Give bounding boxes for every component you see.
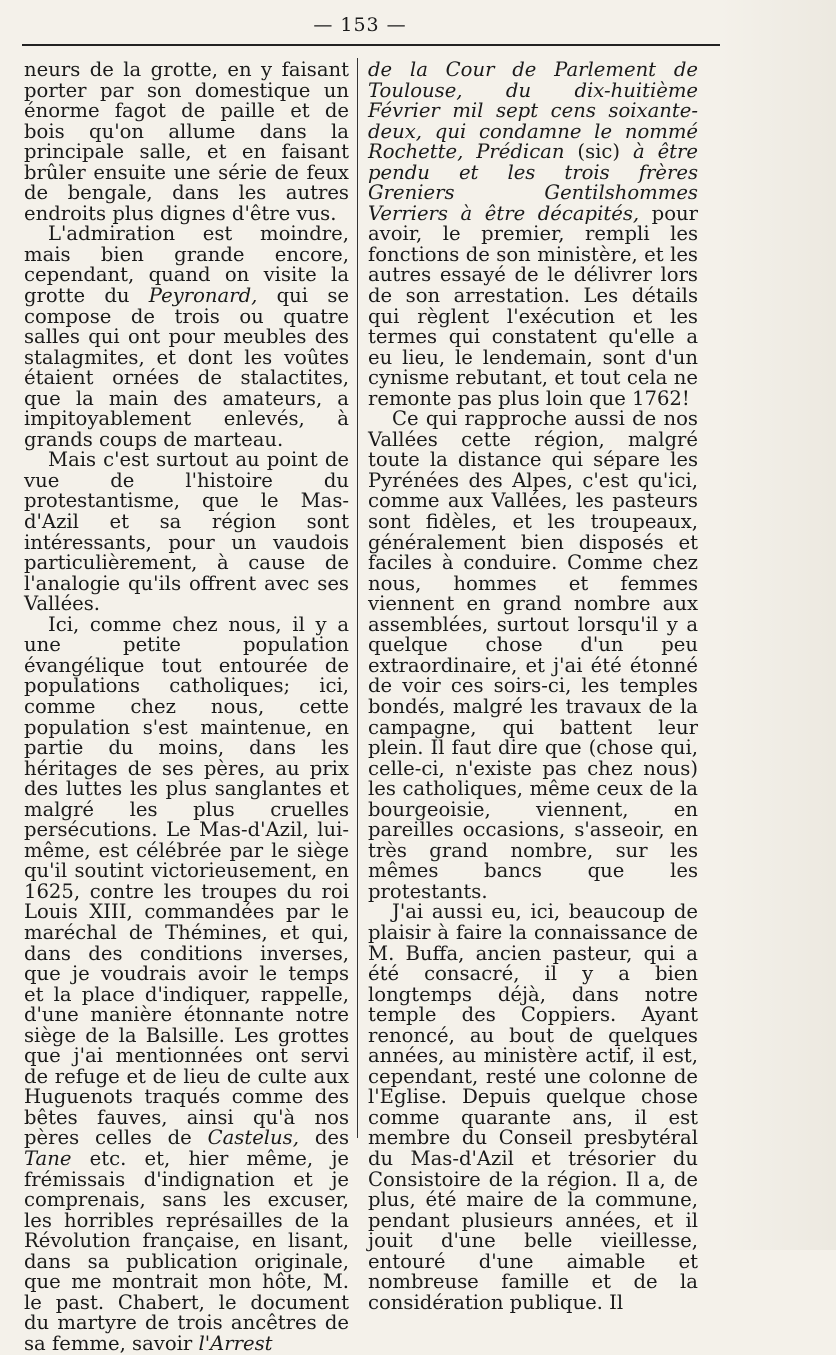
- text-segment: J'ai aussi eu, ici, beaucoup de plaisir à faire la connaissance de M. Buffa, ancien pasteur, qui a été consacré, il y a bien longtemps déjà, dans notre temple des Coppiers. Ayant renoncé, au bout de quelques années, au ministère actif, il est, cependant, resté une colonne de l'Eglise. Depuis quelque chose comme quarante ans, il est membre du Conseil presbytéral du Mas-d'Azil et trésorier du Consistoire de la région. Il a, de plus, été maire de la commune, pendant plusieurs années, et il jouit d'une belle vieillesse, entouré d'une aimable et nombreuse famille et de la considération publique. Il: [368, 900, 698, 1314]
- paragraph: [368, 409, 698, 902]
- text-segment: Ce qui rapproche aussi de nos Vallées cette région, malgré toute la distance qui sépare les Pyrénées des Alpes, c'est qu'ici, comme aux Vallées, les pasteurs sont fidèles, et les troupeaux, généralement bien disposés et faciles à conduire. Comme chez nous, hommes et femmes viennent en grand nombre aux assemblées, surtout lorsqu'il y a quelque chose d'un peu extraordinaire, et j'ai été étonné de voir ces soirs-ci, les temples bondés, malgré les travaux de la campagne, qui battent leur plein. Il faut dire que (chose qui, celle-ci, n'existe pas chez nous) les catholiques, même ceux de la bourgeoisie, viennent, en pareilles occasions, s'asseoir, en très grand nombre, sur les mêmes bancs que les protestants.: [368, 407, 698, 903]
- text-segment: L'admiration est moindre, mais bien grande encore, cependant, quand on visite la grotte du: [24, 222, 349, 308]
- italic-text-segment: de la Cour de Parlement de Toulouse, du dix-huitième Février mil sept cens soixante-deux, qui condamne le nommé Rochette, Prédican: [368, 58, 698, 164]
- text-segment: des: [298, 1126, 350, 1150]
- text-segment: Ici, comme chez nous, il y a une petite population évangélique tout entourée de populations catholiques; ici, comme chez nous, cette population s'est maintenue, en partie du moins, dans les héritages de ses pères, au prix des luttes les plus sanglantes et malgré les plus cruelles persécutions. Le Mas-d'Azil, lui-même, est célébrée par le siège qu'il soutint victorieusement, en 1625, contre les troupes du roi Louis XIII, commandées par le maréchal de Thémines, et qui, dans des conditions inverses, que je voudrais avoir le temps et la place d'indiquer, rappelle, d'une manière étonnante notre siège de la Balsille. Les grottes que j'ai mentionnées ont servi de refuge et de lieu de culte aux Huguenots traqués comme des bêtes fauves, ainsi qu'à nos pères celles de: [24, 612, 349, 1150]
- right-column: [368, 60, 698, 1313]
- text-segment: Mais c'est surtout au point de vue de l'histoire du protestantisme, que le Mas-d'Azil et sa région sont intéressants, pour un vaudois particulièrement, à cause de l'analogie qu'ils offrent avec ses Vallées.: [24, 448, 349, 616]
- left-column: [24, 60, 349, 1354]
- paragraph: [24, 612, 350, 1355]
- paragraph: [24, 60, 349, 224]
- paragraph: [368, 902, 698, 1313]
- paragraph: [24, 224, 349, 450]
- italic-text-segment: Tane: [24, 1146, 72, 1170]
- paragraph: [368, 60, 698, 409]
- text-segment: etc. et, hier même, je frémissais d'indignation et je comprenais, sans les excuser, les horribles représailles de la Révolution française, en lisant, dans sa publication originale, que me montrait mon hôte, M. le past. Chabert, le document du martyre de trois ancêtres de sa femme, savoir: [24, 1146, 349, 1355]
- italic-text-segment: Peyronard,: [148, 284, 258, 308]
- italic-text-segment: à être pendu et les trois frères Greniers Gentilshommes Verriers à être décapités,: [368, 140, 699, 225]
- italic-text-segment: Castelus,: [207, 1126, 299, 1150]
- text-segment: (sic): [564, 140, 633, 164]
- column-divider: [357, 58, 358, 1138]
- header-rule: [22, 44, 720, 46]
- italic-text-segment: l'Arrest: [198, 1331, 273, 1355]
- text-segment: neurs de la grotte, en y faisant porter par son domestique un énorme fagot de paille et de bois qu'on allume dans la principale salle, et en faisant brûler ensuite une série de feux de bengale, dans les autres endroits plus dignes d'être vus.: [24, 58, 349, 225]
- page-number: — 153 —: [313, 14, 407, 36]
- text-segment: pour avoir, le premier, rempli les fonctions de son ministère, et les autres essayé de le délivrer lors de son arrestation. Les détails qui règlent l'exécution et les termes qui constatent qu'elle a eu lieu, le lendemain, sont d'un cynisme rebutant, et tout cela ne remonte pas plus loin que 1762!: [368, 201, 698, 410]
- paragraph: [24, 450, 349, 614]
- page-edge-shading: [720, 0, 836, 1250]
- text-segment: qui se compose de trois ou quatre salles qui ont pour meubles des stalagmites, et dont les voûtes étaient ornées de stalactites, que la main des amateurs, a impitoyablement enlevés, à grands coups de marteau.: [24, 284, 349, 451]
